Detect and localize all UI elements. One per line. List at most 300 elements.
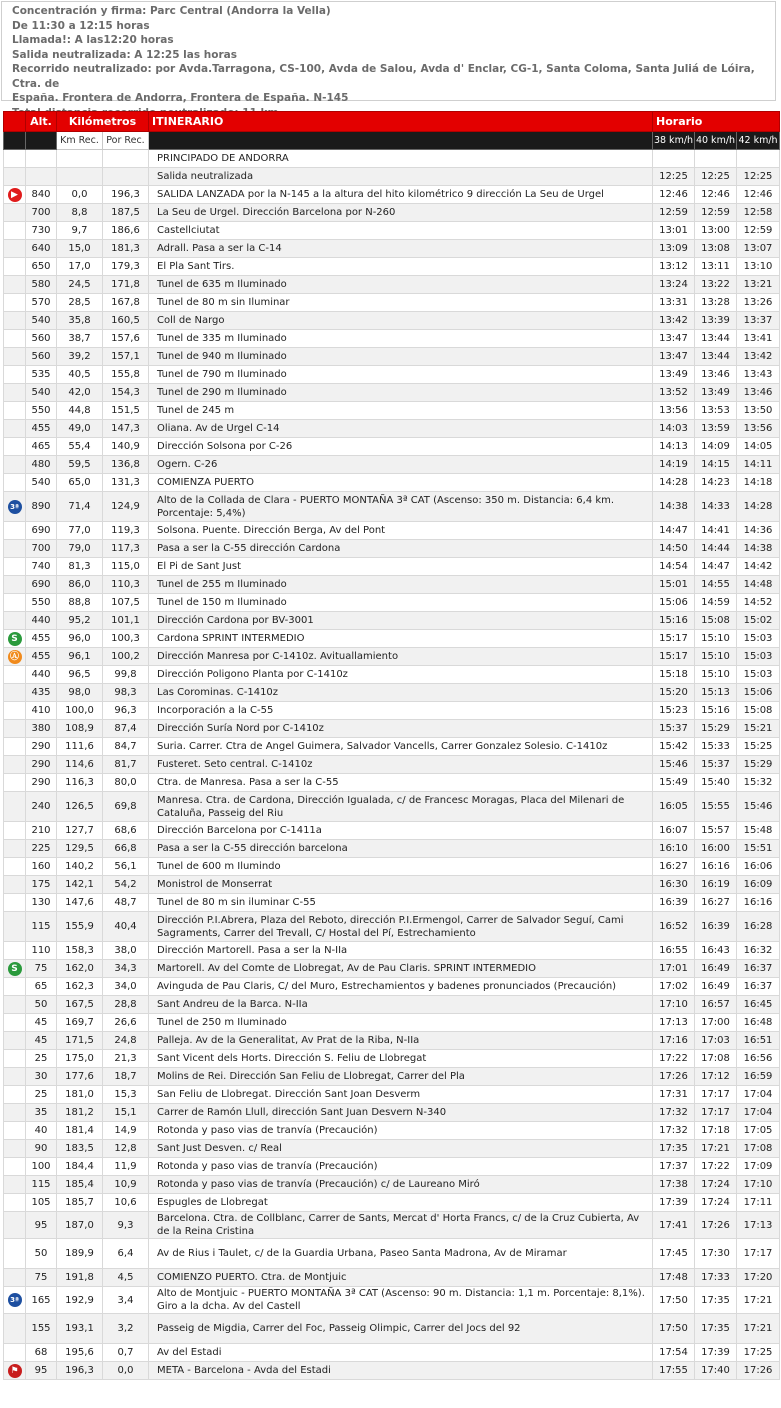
- altitude-cell: 700: [26, 204, 57, 222]
- header-blank: [4, 112, 26, 132]
- itinerary-cell: Ogern. C-26: [149, 456, 653, 474]
- time-38-cell: 14:03: [653, 420, 695, 438]
- table-row: [4, 186, 780, 204]
- km-remaining-cell: 98,3: [103, 684, 149, 702]
- time-42-cell: 14:05: [737, 438, 780, 456]
- table-row: [4, 756, 780, 774]
- time-40-cell: 16:57: [695, 996, 737, 1014]
- subheader-speed-38: 38 km/h: [653, 132, 695, 150]
- km-done-cell: 38,7: [57, 330, 103, 348]
- time-40-cell: 17:40: [695, 1362, 737, 1380]
- time-42-cell: 15:48: [737, 822, 780, 840]
- time-38-cell: 16:52: [653, 912, 695, 942]
- time-42-cell: 14:18: [737, 474, 780, 492]
- time-38-cell: 16:07: [653, 822, 695, 840]
- table-row: [4, 1122, 780, 1140]
- altitude-cell: 455: [26, 648, 57, 666]
- itinerary-cell: Castellciutat: [149, 222, 653, 240]
- time-40-cell: 14:59: [695, 594, 737, 612]
- header-row: [4, 112, 780, 132]
- time-40-cell: 17:26: [695, 1212, 737, 1239]
- km-remaining-cell: 136,8: [103, 456, 149, 474]
- itinerary-cell: Tunel de 600 m Ilumindo: [149, 858, 653, 876]
- itinerary-cell: Fusteret. Seto central. C-1410z: [149, 756, 653, 774]
- altitude-cell: 455: [26, 630, 57, 648]
- time-42-cell: 12:59: [737, 222, 780, 240]
- time-42-cell: 15:03: [737, 630, 780, 648]
- altitude-cell: 290: [26, 756, 57, 774]
- km-done-cell: [57, 150, 103, 168]
- row-icon-cell: [4, 186, 26, 204]
- time-38-cell: 13:42: [653, 312, 695, 330]
- altitude-cell: 380: [26, 720, 57, 738]
- itinerary-cell: Sant Vicent dels Horts. Dirección S. Feliu de Llobregat: [149, 1050, 653, 1068]
- time-42-cell: 16:37: [737, 978, 780, 996]
- row-icon-cell: [4, 240, 26, 258]
- table-row: [4, 1194, 780, 1212]
- km-done-cell: 126,5: [57, 792, 103, 822]
- row-icon-cell: [4, 1212, 26, 1239]
- km-done-cell: 158,3: [57, 942, 103, 960]
- time-38-cell: 12:46: [653, 186, 695, 204]
- time-42-cell: 13:10: [737, 258, 780, 276]
- km-remaining-cell: 0,7: [103, 1344, 149, 1362]
- km-done-cell: 49,0: [57, 420, 103, 438]
- altitude-cell: 455: [26, 420, 57, 438]
- time-42-cell: 14:38: [737, 540, 780, 558]
- altitude-cell: 540: [26, 474, 57, 492]
- table-row: [4, 456, 780, 474]
- time-40-cell: 15:10: [695, 630, 737, 648]
- altitude-cell: 240: [26, 792, 57, 822]
- itinerary-cell: Av de Rius i Taulet, c/ de la Guardia Urbana, Paseo Santa Madrona, Av de Miramar: [149, 1239, 653, 1269]
- table-row: [4, 648, 780, 666]
- time-40-cell: 13:22: [695, 276, 737, 294]
- time-40-cell: [695, 150, 737, 168]
- itinerary-cell: COMIENZA PUERTO: [149, 474, 653, 492]
- altitude-cell: 225: [26, 840, 57, 858]
- table-row: [4, 960, 780, 978]
- itinerary-cell: Suria. Carrer. Ctra de Angel Guimera, Salvador Vancells, Carrer Gonzalez Solesio. C-1410z: [149, 738, 653, 756]
- km-done-cell: 189,9: [57, 1239, 103, 1269]
- time-42-cell: 17:13: [737, 1212, 780, 1239]
- time-42-cell: 16:37: [737, 960, 780, 978]
- time-38-cell: 16:55: [653, 942, 695, 960]
- table-row: [4, 312, 780, 330]
- time-40-cell: 14:33: [695, 492, 737, 522]
- km-remaining-cell: 147,3: [103, 420, 149, 438]
- row-icon-cell: [4, 1122, 26, 1140]
- sprint-icon: S: [8, 632, 22, 646]
- time-38-cell: 17:35: [653, 1140, 695, 1158]
- time-40-cell: 17:18: [695, 1122, 737, 1140]
- km-remaining-cell: 110,3: [103, 576, 149, 594]
- time-38-cell: 17:16: [653, 1032, 695, 1050]
- altitude-cell: 435: [26, 684, 57, 702]
- altitude-cell: 650: [26, 258, 57, 276]
- row-icon-cell: [4, 1032, 26, 1050]
- km-done-cell: 184,4: [57, 1158, 103, 1176]
- subheader-por-rec: Por Rec.: [103, 132, 149, 150]
- time-40-cell: 15:16: [695, 702, 737, 720]
- time-38-cell: 14:47: [653, 522, 695, 540]
- time-38-cell: 14:54: [653, 558, 695, 576]
- row-icon-cell: [4, 258, 26, 276]
- itinerary-cell: El Pla Sant Tirs.: [149, 258, 653, 276]
- row-icon-cell: [4, 612, 26, 630]
- row-icon-cell: [4, 222, 26, 240]
- itinerary-cell: El Pi de Sant Just: [149, 558, 653, 576]
- km-remaining-cell: 140,9: [103, 438, 149, 456]
- row-icon-cell: [4, 384, 26, 402]
- table-row: [4, 492, 780, 522]
- km-remaining-cell: 14,9: [103, 1122, 149, 1140]
- km-done-cell: 192,9: [57, 1287, 103, 1314]
- row-icon-cell: [4, 474, 26, 492]
- time-40-cell: 14:23: [695, 474, 737, 492]
- km-done-cell: 116,3: [57, 774, 103, 792]
- altitude-cell: 50: [26, 1239, 57, 1269]
- km-done-cell: 65,0: [57, 474, 103, 492]
- km-done-cell: 187,0: [57, 1212, 103, 1239]
- itinerary-cell: Rotonda y paso vias de tranvía (Precaución): [149, 1158, 653, 1176]
- time-38-cell: 15:20: [653, 684, 695, 702]
- time-40-cell: 13:49: [695, 384, 737, 402]
- table-row: [4, 1014, 780, 1032]
- km-done-cell: 181,2: [57, 1104, 103, 1122]
- time-40-cell: 16:19: [695, 876, 737, 894]
- time-42-cell: 17:09: [737, 1158, 780, 1176]
- altitude-cell: 115: [26, 912, 57, 942]
- altitude-cell: 25: [26, 1050, 57, 1068]
- row-icon-cell: [4, 168, 26, 186]
- row-icon-cell: [4, 630, 26, 648]
- itinerary-cell: Dirección Poligono Planta por C-1410z: [149, 666, 653, 684]
- table-row: [4, 840, 780, 858]
- time-42-cell: 14:28: [737, 492, 780, 522]
- time-40-cell: 13:08: [695, 240, 737, 258]
- itinerary-cell: Tunel de 255 m Iluminado: [149, 576, 653, 594]
- start-flag-icon: ▶: [8, 188, 22, 202]
- time-40-cell: 17:22: [695, 1158, 737, 1176]
- header-alt: Alt.: [26, 112, 57, 132]
- altitude-cell: 700: [26, 540, 57, 558]
- info-line: España. Frontera de Andorra, Frontera de España. N-145: [12, 92, 349, 104]
- time-40-cell: 16:00: [695, 840, 737, 858]
- time-40-cell: 17:39: [695, 1344, 737, 1362]
- time-38-cell: 15:16: [653, 612, 695, 630]
- time-38-cell: 17:26: [653, 1068, 695, 1086]
- time-42-cell: 15:29: [737, 756, 780, 774]
- table-row: [4, 738, 780, 756]
- km-remaining-cell: 101,1: [103, 612, 149, 630]
- time-42-cell: 13:26: [737, 294, 780, 312]
- time-38-cell: 17:39: [653, 1194, 695, 1212]
- time-40-cell: 13:59: [695, 420, 737, 438]
- time-38-cell: 15:42: [653, 738, 695, 756]
- itinerary-cell: Dirección P.I.Abrera, Plaza del Reboto, dirección P.I.Ermengol, Carrer de Salvador Seguí, Cami Sagraments, Carrer del Trevall, C/ Hostal del Pí, Estrechamiento: [149, 912, 653, 942]
- row-icon-cell: [4, 756, 26, 774]
- table-row: [4, 1239, 780, 1269]
- time-38-cell: 17:37: [653, 1158, 695, 1176]
- km-done-cell: 195,6: [57, 1344, 103, 1362]
- km-done-cell: 147,6: [57, 894, 103, 912]
- row-icon-cell: [4, 774, 26, 792]
- time-42-cell: 12:58: [737, 204, 780, 222]
- km-done-cell: 167,5: [57, 996, 103, 1014]
- altitude-cell: 30: [26, 1068, 57, 1086]
- km-done-cell: [57, 168, 103, 186]
- info-line: De 11:30 a 12:15 horas: [12, 19, 150, 32]
- time-42-cell: 17:10: [737, 1176, 780, 1194]
- table-row: [4, 1344, 780, 1362]
- time-42-cell: [737, 150, 780, 168]
- time-42-cell: 17:08: [737, 1140, 780, 1158]
- km-remaining-cell: 84,7: [103, 738, 149, 756]
- row-icon-cell: [4, 438, 26, 456]
- km-done-cell: 111,6: [57, 738, 103, 756]
- time-42-cell: 16:16: [737, 894, 780, 912]
- altitude-cell: 560: [26, 348, 57, 366]
- altitude-cell: 160: [26, 858, 57, 876]
- itinerary-cell: Solsona. Puente. Dirección Berga, Av del Pont: [149, 522, 653, 540]
- km-done-cell: 96,5: [57, 666, 103, 684]
- itinerary-cell: Incorporación a la C-55: [149, 702, 653, 720]
- row-icon-cell: [4, 1014, 26, 1032]
- row-icon-cell: [4, 294, 26, 312]
- itinerary-table: [3, 111, 780, 1380]
- table-row: [4, 1068, 780, 1086]
- table-row: [4, 204, 780, 222]
- altitude-cell: 95: [26, 1212, 57, 1239]
- time-40-cell: 16:43: [695, 942, 737, 960]
- itinerary-cell: Rotonda y paso vias de tranvía (Precaución) c/ de Laureano Miró: [149, 1176, 653, 1194]
- row-icon-cell: [4, 1140, 26, 1158]
- km-remaining-cell: 115,0: [103, 558, 149, 576]
- km-remaining-cell: 12,8: [103, 1140, 149, 1158]
- mountain-category-icon: 3ª: [8, 500, 22, 514]
- km-done-cell: 15,0: [57, 240, 103, 258]
- km-remaining-cell: 167,8: [103, 294, 149, 312]
- table-row: [4, 1362, 780, 1380]
- row-icon-cell: [4, 522, 26, 540]
- table-row: [4, 222, 780, 240]
- row-icon-cell: [4, 840, 26, 858]
- km-done-cell: 127,7: [57, 822, 103, 840]
- time-38-cell: 15:06: [653, 594, 695, 612]
- row-icon-cell: [4, 738, 26, 756]
- time-38-cell: 17:10: [653, 996, 695, 1014]
- table-row: [4, 594, 780, 612]
- itinerary-cell: PRINCIPADO DE ANDORRA: [149, 150, 653, 168]
- time-40-cell: 14:55: [695, 576, 737, 594]
- time-38-cell: 17:13: [653, 1014, 695, 1032]
- time-38-cell: 15:37: [653, 720, 695, 738]
- itinerary-cell: Adrall. Pasa a ser la C-14: [149, 240, 653, 258]
- itinerary-cell: Tunel de 635 m Iluminado: [149, 276, 653, 294]
- itinerary-cell: Coll de Nargo: [149, 312, 653, 330]
- altitude-cell: 550: [26, 402, 57, 420]
- km-remaining-cell: 157,6: [103, 330, 149, 348]
- km-done-cell: 95,2: [57, 612, 103, 630]
- row-icon-cell: [4, 420, 26, 438]
- time-40-cell: 14:41: [695, 522, 737, 540]
- time-42-cell: 13:21: [737, 276, 780, 294]
- km-remaining-cell: 4,5: [103, 1269, 149, 1287]
- altitude-cell: 730: [26, 222, 57, 240]
- time-40-cell: 14:09: [695, 438, 737, 456]
- row-icon-cell: [4, 894, 26, 912]
- time-38-cell: 15:17: [653, 630, 695, 648]
- altitude-cell: 890: [26, 492, 57, 522]
- itinerary-cell: Dirección Barcelona por C-1411a: [149, 822, 653, 840]
- table-row: [4, 438, 780, 456]
- km-remaining-cell: 6,4: [103, 1239, 149, 1269]
- time-42-cell: 13:46: [737, 384, 780, 402]
- itinerary-cell: Pasa a ser la C-55 dirección barcelona: [149, 840, 653, 858]
- km-done-cell: 77,0: [57, 522, 103, 540]
- itinerary-cell: Sant Andreu de la Barca. N-IIa: [149, 996, 653, 1014]
- itinerary-cell: Oliana. Av de Urgel C-14: [149, 420, 653, 438]
- km-remaining-cell: 54,2: [103, 876, 149, 894]
- time-42-cell: 17:04: [737, 1104, 780, 1122]
- table-row: [4, 858, 780, 876]
- km-remaining-cell: 80,0: [103, 774, 149, 792]
- time-38-cell: 16:39: [653, 894, 695, 912]
- km-remaining-cell: 10,9: [103, 1176, 149, 1194]
- km-remaining-cell: [103, 168, 149, 186]
- table-row: [4, 996, 780, 1014]
- info-line: Salida neutralizada: A 12:25 las horas: [12, 48, 237, 61]
- km-remaining-cell: 81,7: [103, 756, 149, 774]
- time-38-cell: 14:13: [653, 438, 695, 456]
- time-42-cell: 13:43: [737, 366, 780, 384]
- time-38-cell: 17:22: [653, 1050, 695, 1068]
- altitude-cell: 45: [26, 1014, 57, 1032]
- row-icon-cell: [4, 1269, 26, 1287]
- row-icon-cell: [4, 312, 26, 330]
- km-remaining-cell: 15,3: [103, 1086, 149, 1104]
- itinerary-cell: Las Corominas. C-1410z: [149, 684, 653, 702]
- time-42-cell: 15:06: [737, 684, 780, 702]
- altitude-cell: 290: [26, 774, 57, 792]
- subheader-blank-itinerario: [149, 132, 653, 150]
- subheader-speed-40: 40 km/h: [695, 132, 737, 150]
- km-done-cell: 98,0: [57, 684, 103, 702]
- table-row: [4, 1287, 780, 1314]
- time-40-cell: 15:10: [695, 666, 737, 684]
- km-remaining-cell: 100,2: [103, 648, 149, 666]
- km-done-cell: 162,3: [57, 978, 103, 996]
- km-remaining-cell: 131,3: [103, 474, 149, 492]
- altitude-cell: 165: [26, 1287, 57, 1314]
- km-done-cell: 142,1: [57, 876, 103, 894]
- time-42-cell: 12:25: [737, 168, 780, 186]
- time-42-cell: 15:02: [737, 612, 780, 630]
- time-40-cell: 17:30: [695, 1239, 737, 1269]
- km-done-cell: 59,5: [57, 456, 103, 474]
- time-42-cell: 17:17: [737, 1239, 780, 1269]
- time-40-cell: 17:35: [695, 1287, 737, 1314]
- row-icon-cell: [4, 1176, 26, 1194]
- time-38-cell: 15:49: [653, 774, 695, 792]
- row-icon-cell: [4, 330, 26, 348]
- itinerary-cell: Carrer de Ramón Llull, dirección Sant Juan Desvern N-340: [149, 1104, 653, 1122]
- time-42-cell: 16:09: [737, 876, 780, 894]
- table-row: [4, 1176, 780, 1194]
- altitude-cell: 45: [26, 1032, 57, 1050]
- itinerary-cell: La Seu de Urgel. Dirección Barcelona por N-260: [149, 204, 653, 222]
- info-line: Recorrido neutralizado: por Avda.Tarragona, CS-100, Avda de Salou, Avda d' Enclar, CG-1, Santa Coloma, Santa Juliá de Lóira, Ctra. de: [12, 63, 755, 90]
- table-row: [4, 1140, 780, 1158]
- time-38-cell: 17:31: [653, 1086, 695, 1104]
- table-row: [4, 684, 780, 702]
- km-done-cell: 185,4: [57, 1176, 103, 1194]
- table-row: [4, 894, 780, 912]
- itinerary-cell: Pasa a ser la C-55 dirección Cardona: [149, 540, 653, 558]
- time-40-cell: 17:03: [695, 1032, 737, 1050]
- row-icon-cell: [4, 1068, 26, 1086]
- table-row: [4, 1050, 780, 1068]
- row-icon-cell: [4, 1158, 26, 1176]
- time-38-cell: 12:59: [653, 204, 695, 222]
- km-remaining-cell: 99,8: [103, 666, 149, 684]
- time-40-cell: 12:59: [695, 204, 737, 222]
- km-remaining-cell: 3,4: [103, 1287, 149, 1314]
- table-row: [4, 240, 780, 258]
- time-42-cell: 14:42: [737, 558, 780, 576]
- row-icon-cell: [4, 960, 26, 978]
- table-row: [4, 702, 780, 720]
- km-done-cell: 88,8: [57, 594, 103, 612]
- table-row: [4, 792, 780, 822]
- row-icon-cell: [4, 978, 26, 996]
- itinerary-cell: Tunel de 290 m Iluminado: [149, 384, 653, 402]
- row-icon-cell: [4, 858, 26, 876]
- time-42-cell: 13:41: [737, 330, 780, 348]
- time-42-cell: 17:04: [737, 1086, 780, 1104]
- time-40-cell: 13:44: [695, 330, 737, 348]
- time-42-cell: 17:25: [737, 1344, 780, 1362]
- time-42-cell: 17:21: [737, 1287, 780, 1314]
- time-42-cell: 16:48: [737, 1014, 780, 1032]
- km-done-cell: 108,9: [57, 720, 103, 738]
- km-done-cell: 86,0: [57, 576, 103, 594]
- itinerary-cell: Palleja. Av de la Generalitat, Av Prat de la Riba, N-IIa: [149, 1032, 653, 1050]
- km-remaining-cell: 181,3: [103, 240, 149, 258]
- itinerary-cell: Espugles de Llobregat: [149, 1194, 653, 1212]
- table-row: [4, 1032, 780, 1050]
- time-42-cell: 15:46: [737, 792, 780, 822]
- km-remaining-cell: 38,0: [103, 942, 149, 960]
- km-done-cell: 177,6: [57, 1068, 103, 1086]
- time-42-cell: 13:42: [737, 348, 780, 366]
- row-icon-cell: [4, 912, 26, 942]
- time-42-cell: 15:03: [737, 648, 780, 666]
- table-row: [4, 348, 780, 366]
- time-38-cell: 17:45: [653, 1239, 695, 1269]
- km-done-cell: 185,7: [57, 1194, 103, 1212]
- table-row: [4, 1086, 780, 1104]
- km-remaining-cell: 11,9: [103, 1158, 149, 1176]
- row-icon-cell: [4, 540, 26, 558]
- altitude-cell: 465: [26, 438, 57, 456]
- altitude-cell: 210: [26, 822, 57, 840]
- time-40-cell: 13:11: [695, 258, 737, 276]
- itinerary-cell: Martorell. Av del Comte de Llobregat, Av de Pau Claris. SPRINT INTERMEDIO: [149, 960, 653, 978]
- km-done-cell: 0,0: [57, 186, 103, 204]
- time-40-cell: 15:37: [695, 756, 737, 774]
